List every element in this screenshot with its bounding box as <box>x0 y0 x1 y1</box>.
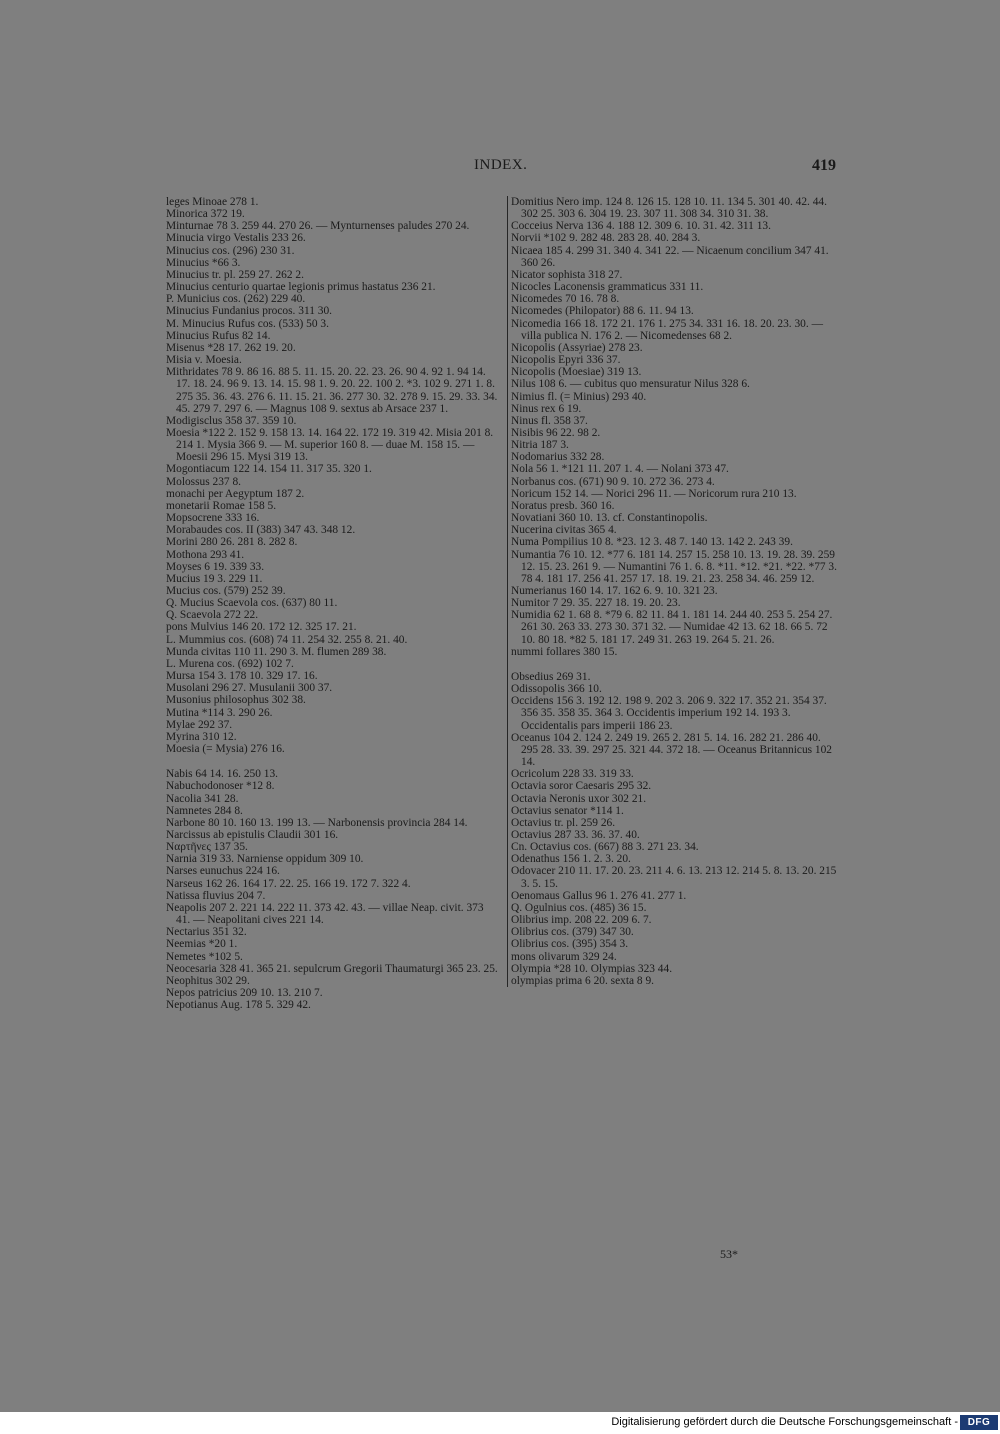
index-entry: Domitius Nero imp. 124 8. 126 15. 128 10. 11. 134 5. 301 40. 42. 44. 302 25. 303 6. 304 19. 23. 307 11. 308 34. 310 31. 38. <box>511 196 827 221</box>
index-entry: P. Municius cos. (262) 229 40. <box>166 293 306 306</box>
index-entry: Narnia 319 33. Narniense oppidum 309 10. <box>166 853 364 866</box>
index-entry: Octavia soror Caesaris 295 32. <box>511 780 652 793</box>
index-entry: Nicomedes 70 16. 78 8. <box>511 293 620 306</box>
index-entry: Nitria 187 3. <box>511 439 569 452</box>
index-entry: Mogontiacum 122 14. 154 11. 317 35. 320 1. <box>166 463 372 476</box>
index-entry: Noricum 152 14. — Norici 296 11. — Noricorum rura 210 13. <box>511 487 797 500</box>
index-entry: Numerianus 160 14. 17. 162 6. 9. 10. 321 23. <box>511 585 718 597</box>
index-entry: Myrina 310 12. <box>166 730 237 743</box>
index-entry: Moesia (= Mysia) 276 16. <box>166 743 285 756</box>
index-entry: monachi per Aegyptum 187 2. <box>166 487 305 500</box>
index-entry: Ninus fl. 358 37. <box>511 414 588 427</box>
index-entry: Occidens 156 3. 192 12. 198 9. 202 3. 206 9. 322 17. 352 21. 354 37. 356 35. 358 35. 364 3. Occidentis imperium 192 14. 193 3. Occidentalis pars imperii 186 23. <box>511 695 827 732</box>
index-entry: Olibrius cos. (395) 354 3. <box>511 938 629 951</box>
index-entry: Noratus presb. 360 16. <box>511 499 615 512</box>
index-entry: Octavius senator *114 1. <box>511 804 624 817</box>
index-entry: Munda civitas 110 11. 290 3. M. flumen 289 38. <box>166 645 387 658</box>
index-entry: Numa Pompilius 10 8. *23. 12 3. 48 7. 140 13. 142 2. 243 39. <box>511 536 793 549</box>
section-gap <box>511 658 839 671</box>
index-entry: nummi follares 380 15. <box>511 645 618 658</box>
index-entry: Minorica 372 19. <box>166 208 245 221</box>
index-entry: Ocricolum 228 33. 319 33. <box>511 768 634 781</box>
index-entry: Minturnae 78 3. 259 44. 270 26. — Mynturnenses paludes 270 24. <box>166 220 470 233</box>
index-entry: Mopsocrene 333 16. <box>166 512 260 525</box>
index-entry: Odissopolis 366 10. <box>511 683 602 696</box>
index-entry: Minucius centurio quartae legionis primus hastatus 236 21. <box>166 281 436 294</box>
index-entry: mons olivarum 329 24. <box>511 950 617 963</box>
index-entry: Nepotianus Aug. 178 5. 329 42. <box>166 999 311 1012</box>
index-entry: Mithridates 78 9. 86 16. 88 5. 11. 15. 20. 22. 23. 26. 90 4. 92 1. 94 14. 17. 18. 24. 96 9. 13. 14. 15. 98 1. 9. 20. 22. 100 2. *3. 102 9. 271 1. 8. 275 35. 36. 43. 276 6. 11. 15. 21. 36. 277 30. 32. 278 9. 15. 29. 33. 34. 45. 279 7. 297 6. — Magnus 108 9. sextus ab Arsace 237 1. <box>166 366 498 415</box>
index-entry: Numitor 7 29. 35. 227 18. 19. 20. 23. <box>511 597 681 610</box>
index-entry: Molossus 237 8. <box>166 475 242 488</box>
footer-text: Digitalisierung gefördert durch die Deutsche Forschungsgemeinschaft - <box>611 1416 958 1428</box>
index-entry: M. Minucius Rufus cos. (533) 50 3. <box>166 317 329 330</box>
index-entry: Olibrius imp. 208 22. 209 6. 7. <box>511 914 652 927</box>
index-entry: Nicaea 185 4. 299 31. 340 4. 341 22. — Nicaenum concilium 347 41. 360 26. <box>511 244 829 269</box>
section-gap <box>166 755 498 768</box>
index-entry: Ναρτῆνες 137 35. <box>166 841 248 854</box>
dfg-logo[interactable]: DFG <box>960 1415 998 1430</box>
index-entry: Nilus 108 6. — cubitus quo mensuratur Nilus 328 6. <box>511 378 750 391</box>
index-entry: Q. Scaevola 272 22. <box>166 609 259 622</box>
index-entry: Obsedius 269 31. <box>511 670 591 683</box>
index-entry: Odenathus 156 1. 2. 3. 20. <box>511 853 631 866</box>
index-entry: Moesia *122 2. 152 9. 158 13. 14. 164 22. 172 19. 319 42. Misia 201 8. 214 1. Mysia 366 9. — M. superior 160 8. — duae M. 158 15. — Moesii 296 15. Mysi 319 13. <box>166 426 494 464</box>
index-entry: Neemias *20 1. <box>166 938 238 951</box>
index-entry: Mutina *114 3. 290 26. <box>166 706 273 719</box>
index-entry: Mucius cos. (579) 252 39. <box>166 585 286 597</box>
index-entry: Musolani 296 27. Musulanii 300 37. <box>166 682 333 695</box>
index-entry: Minucius *66 3. <box>166 256 241 269</box>
index-entry: monetarii Romae 158 5. <box>166 499 277 512</box>
index-column-left <box>166 196 498 1011</box>
index-entry: Minucius Fundanius procos. 311 30. <box>166 305 333 318</box>
index-entry: Narseus 162 26. 164 17. 22. 25. 166 19. 172 7. 322 4. <box>166 877 411 890</box>
index-entry: Oceanus 104 2. 124 2. 249 19. 265 2. 281 5. 14. 16. 282 21. 286 40. 295 28. 33. 39. 297 25. 321 44. 372 18. — Oceanus Britannicus 102 14. <box>511 731 833 769</box>
index-entry: L. Mummius cos. (608) 74 11. 254 32. 255 8. 21. 40. <box>166 633 408 646</box>
index-entry: Nicomedes (Philopator) 88 6. 11. 94 13. <box>511 305 694 318</box>
index-entry: Neocesaria 328 41. 365 21. sepulcrum Gregorii Thaumaturgi 365 23. 25. <box>166 962 498 975</box>
index-entry: Nemetes *102 5. <box>166 950 243 963</box>
index-entry: Namnetes 284 8. <box>166 804 243 817</box>
index-entry: Nabuchodonoser *12 8. <box>166 780 275 793</box>
index-entry: Novatiani 360 10. 13. cf. Constantinopolis. <box>511 512 708 525</box>
index-entry: Modigisclus 358 37. 359 10. <box>166 414 297 427</box>
index-entry: Olibrius cos. (379) 347 30. <box>511 926 634 939</box>
index-entry: Oenomaus Gallus 96 1. 276 41. 277 1. <box>511 889 687 902</box>
index-entry: Octavius tr. pl. 259 26. <box>511 816 616 829</box>
page-header-title: INDEX. <box>474 157 528 173</box>
index-entry: Mucius 19 3. 229 11. <box>166 572 263 585</box>
index-entry: Ninus rex 6 19. <box>511 402 582 415</box>
index-entry: Norbanus cos. (671) 90 9. 10. 272 36. 273 4. <box>511 475 715 488</box>
index-entry: Minucius cos. (296) 230 31. <box>166 244 295 257</box>
index-entry: olympias prima 6 20. sexta 8 9. <box>511 974 654 987</box>
index-entry: Nucerina civitas 365 4. <box>511 524 617 537</box>
index-entry: Neapolis 207 2. 221 14. 222 11. 373 42. 43. — villae Neap. civit. 373 41. — Neapolitani cives 221 14. <box>166 901 484 927</box>
index-entry: Neophitus 302 29. <box>166 974 250 987</box>
index-entry: Mothona 293 41. <box>166 548 245 561</box>
index-entry: Musonius philosophus 302 38. <box>166 694 306 707</box>
index-entry: Misenus *28 17. 262 19. 20. <box>166 341 296 354</box>
index-entry: Misia v. Moesia. <box>166 354 242 367</box>
index-entry: Narcissus ab epistulis Claudii 301 16. <box>166 828 339 841</box>
index-entry: Nacolia 341 28. <box>166 792 239 805</box>
index-entry: Q. Ogulnius cos. (485) 36 15. <box>511 901 647 914</box>
index-entry: Cocceius Nerva 136 4. 188 12. 309 6. 10. 31. 42. 311 13. <box>511 220 771 233</box>
index-entry: Numantia 76 10. 12. *77 6. 181 14. 257 15. 258 10. 13. 19. 28. 39. 259 12. 15. 23. 261 9. — Numantini 76 1. 6. 8. *11. *12. *21. *22. *77 3. 78 4. 181 17. 256 41. 257 17. 18. 19. 21. 23. 258 34. 46. 259 12. <box>511 548 837 585</box>
index-entry: Minucia virgo Vestalis 233 26. <box>166 232 306 245</box>
index-entry: Nodomarius 332 28. <box>511 451 605 464</box>
index-entry: Nisibis 96 22. 98 2. <box>511 426 601 439</box>
index-entry: Mursa 154 3. 178 10. 329 17. 16. <box>166 670 318 683</box>
index-entry: Q. Mucius Scaevola cos. (637) 80 11. <box>166 597 338 610</box>
index-entry: Natissa fluvius 204 7. <box>166 889 266 902</box>
index-entry: Numidia 62 1. 68 8. *79 6. 82 11. 84 1. 181 14. 244 40. 253 5. 254 27. 261 30. 263 33. 273 30. 371 32. — Numidae 42 13. 62 18. 66 5. 72 10. 80 18. *82 5. 181 17. 249 31. 263 19. 264 5. 21. 26. <box>511 609 833 646</box>
index-entry: Norvii *102 9. 282 48. 283 28. 40. 284 3. <box>511 232 701 245</box>
index-entry: Minucius Rufus 82 14. <box>166 329 271 342</box>
index-entry: Morini 280 26. 281 8. 282 8. <box>166 536 298 549</box>
index-entry: Narbone 80 10. 160 13. 199 13. — Narbonensis provincia 284 14. <box>166 816 468 829</box>
index-entry: Nectarius 351 32. <box>166 926 247 939</box>
index-entry: Nicopolis (Moesiae) 319 13. <box>511 366 642 379</box>
index-entry: Morabaudes cos. II (383) 347 43. 348 12. <box>166 524 356 537</box>
index-entry: Narses eunuchus 224 16. <box>166 865 280 878</box>
index-entry: Nicomedia 166 18. 172 21. 176 1. 275 34. 331 16. 18. 20. 23. 30. — villa publica N. 176 2. — Nicomedenses 68 2. <box>511 317 823 342</box>
index-column-right <box>507 196 839 987</box>
index-entry: Octavius 287 33. 36. 37. 40. <box>511 828 640 841</box>
index-entry: Nabis 64 14. 16. 250 13. <box>166 768 279 781</box>
index-entry: Nicopolis Epyri 336 37. <box>511 354 621 367</box>
index-entry: Nicopolis (Assyriae) 278 23. <box>511 341 643 354</box>
index-entry: Nola 56 1. *121 11. 207 1. 4. — Nolani 373 47. <box>511 463 729 476</box>
index-entry: leges Minoae 278 1. <box>166 196 259 208</box>
page-number: 419 <box>812 157 836 174</box>
index-entry: Moyses 6 19. 339 33. <box>166 560 265 573</box>
index-entry: Olympia *28 10. Olympias 323 44. <box>511 962 673 975</box>
footer-bar <box>0 1412 1000 1434</box>
index-entry: L. Murena cos. (692) 102 7. <box>166 657 294 670</box>
signature-mark: 53* <box>720 1247 738 1261</box>
index-entry: Cn. Octavius cos. (667) 88 3. 271 23. 34. <box>511 841 699 854</box>
index-entry: Octavia Neronis uxor 302 21. <box>511 792 647 805</box>
index-entry: Nimius fl. (= Minius) 293 40. <box>511 390 647 403</box>
index-entry: Nicocles Laconensis grammaticus 331 11. <box>511 281 704 294</box>
index-entry: Nicator sophista 318 27. <box>511 268 623 281</box>
index-entry: Nepos patricius 209 10. 13. 210 7. <box>166 987 323 999</box>
index-entry: pons Mulvius 146 20. 172 12. 325 17. 21. <box>166 621 357 634</box>
index-entry: Mylae 292 37. <box>166 718 233 731</box>
index-entry: Minucius tr. pl. 259 27. 262 2. <box>166 268 304 281</box>
index-entry: Odovacer 210 11. 17. 20. 23. 211 4. 6. 13. 213 12. 214 5. 8. 13. 20. 215 3. 5. 15. <box>511 865 837 890</box>
